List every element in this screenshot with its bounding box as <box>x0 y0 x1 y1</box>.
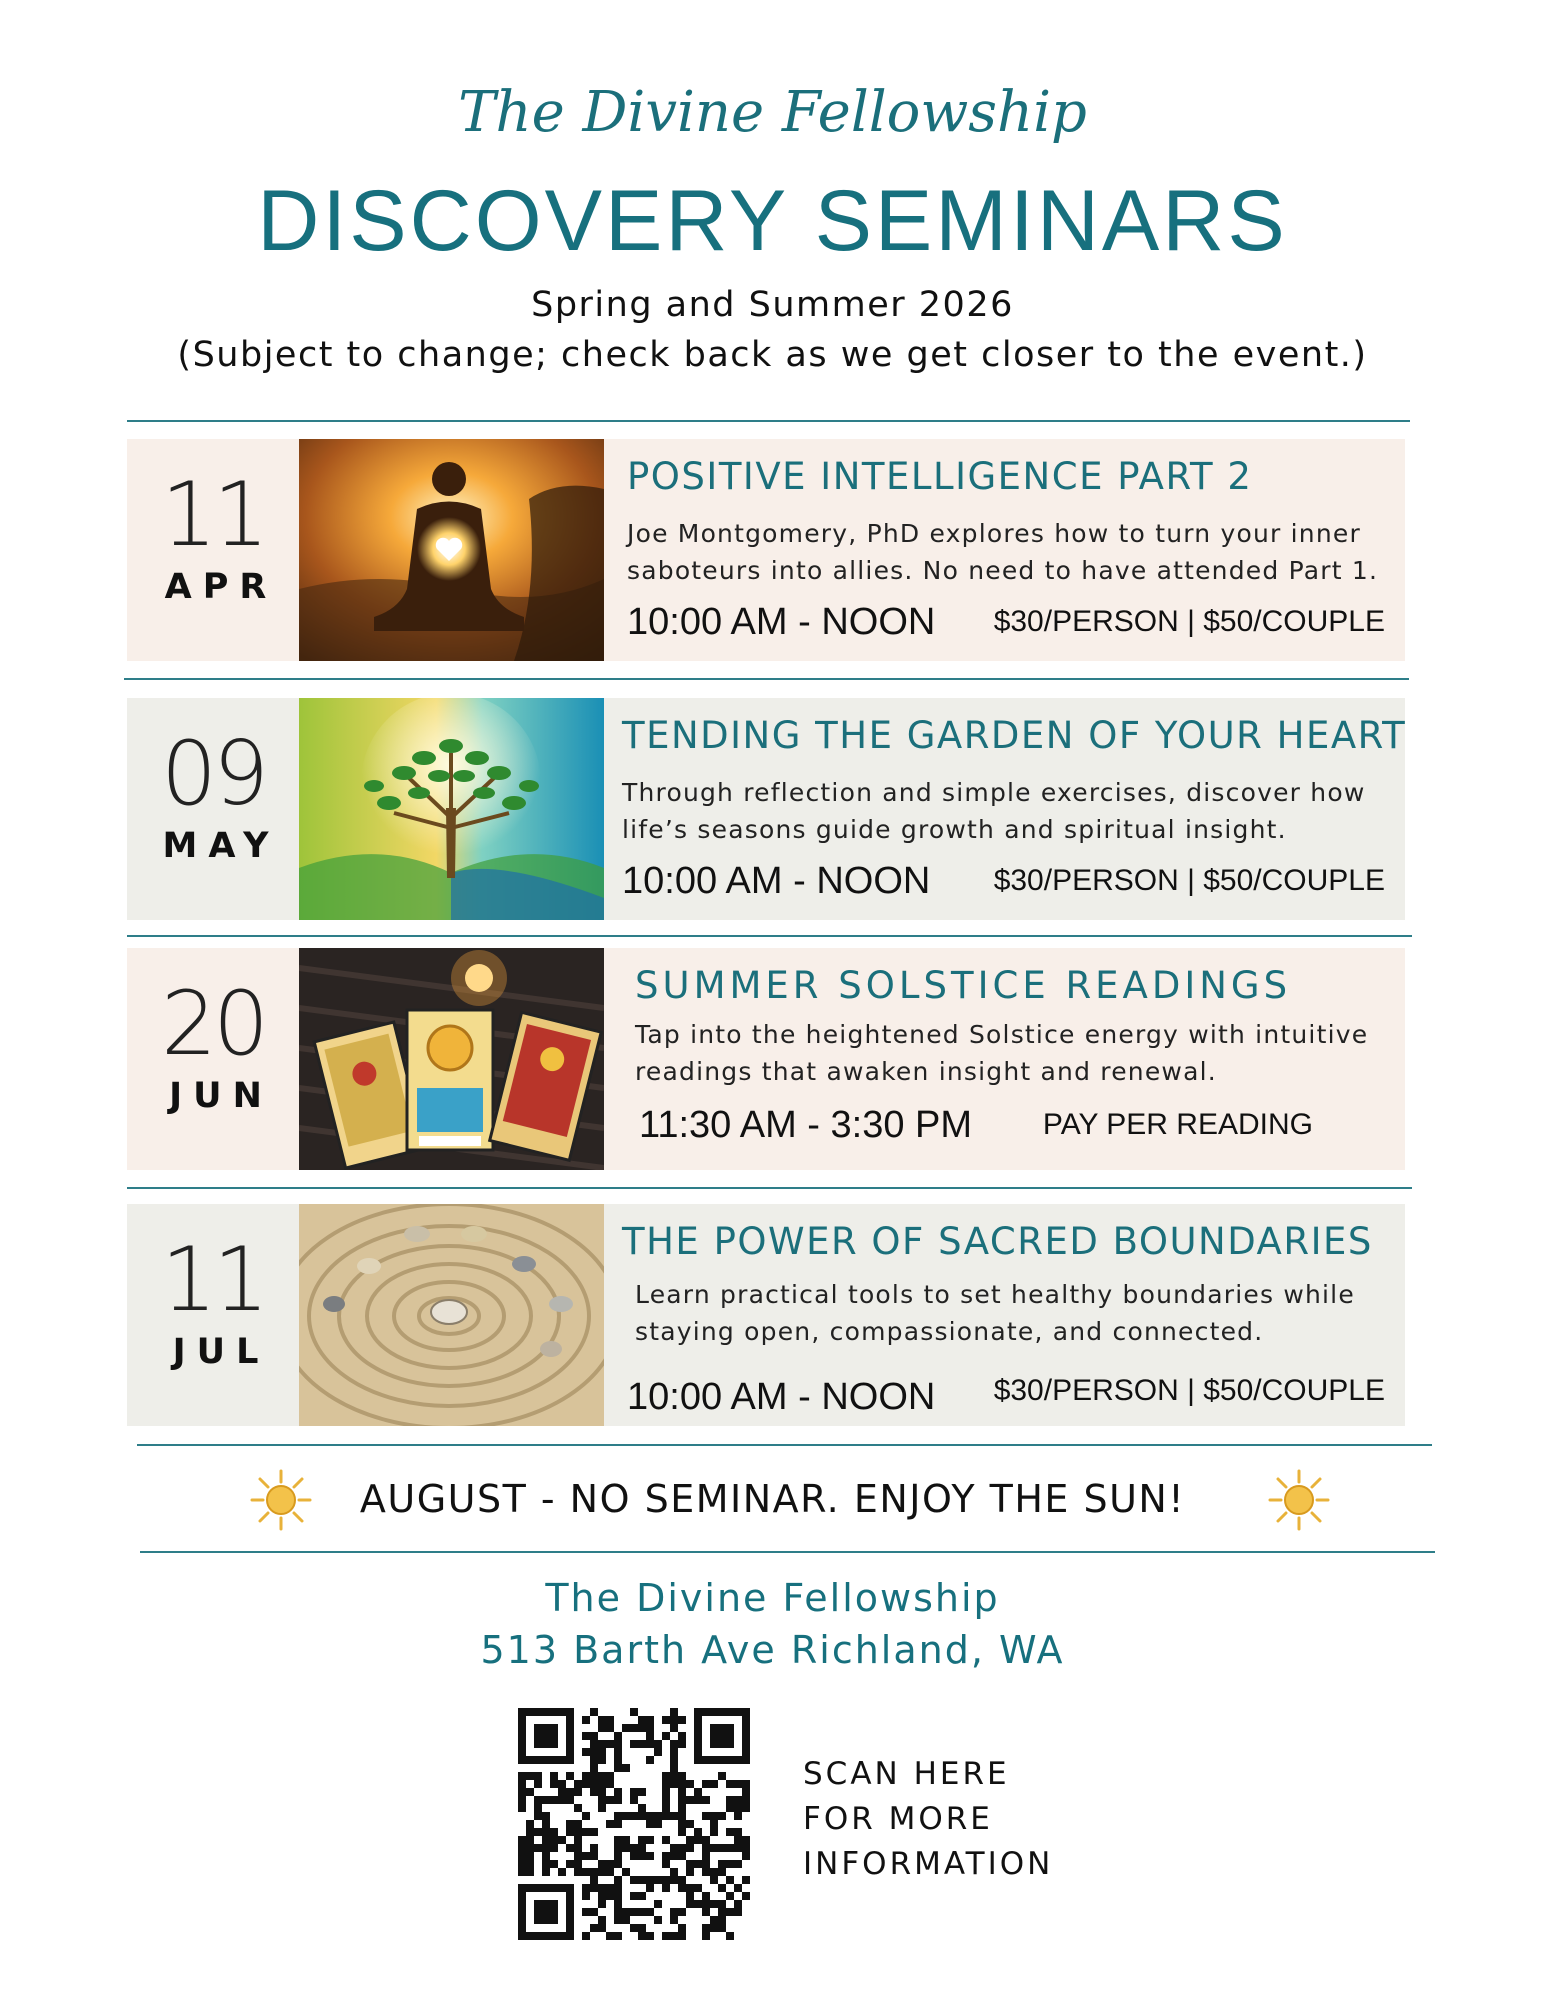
divider <box>127 935 1412 937</box>
meditation-silhouette-icon <box>299 439 604 661</box>
tree-of-life-icon <box>299 698 604 920</box>
divider <box>127 1187 1412 1189</box>
event-time: 10:00 AM - NOON <box>622 860 931 902</box>
divider <box>140 1551 1435 1553</box>
event-day: 20 <box>161 972 265 1075</box>
event-time: 10:00 AM - NOON <box>627 1376 936 1418</box>
event-card-apr <box>127 439 1405 661</box>
event-title: POSITIVE INTELLIGENCE PART 2 <box>627 455 1253 498</box>
tarot-cards-icon <box>299 948 604 1170</box>
event-day: 11 <box>161 1228 265 1331</box>
divider <box>137 1444 1432 1446</box>
event-month: MAY <box>162 826 280 866</box>
event-description: Joe Montgomery, PhD explores how to turn your inner saboteurs into allies. No need to have attended Part 1. <box>627 519 1379 585</box>
event-price: $30/PERSON | $50/COUPLE <box>993 1374 1385 1407</box>
august-notice: AUGUST - NO SEMINAR. ENJOY THE SUN! <box>359 1477 1186 1521</box>
page-title: DISCOVERY SEMINARS <box>257 173 1288 269</box>
event-day: 11 <box>161 463 265 566</box>
event-card-jun <box>127 948 1405 1170</box>
scan-line: SCAN HERE <box>803 1756 1010 1792</box>
change-note: (Subject to change; check back as we get closer to the event.) <box>177 335 1368 375</box>
event-month: JUN <box>169 1076 273 1116</box>
event-month: JUL <box>172 1332 270 1372</box>
event-price: $30/PERSON | $50/COUPLE <box>993 864 1385 897</box>
event-price: PAY PER READING <box>1042 1108 1313 1141</box>
event-title: TENDING THE GARDEN OF YOUR HEART <box>622 714 1407 757</box>
scan-instructions <box>803 1752 1053 1887</box>
footer-org: The Divine Fellowship <box>545 1576 1000 1620</box>
zen-sand-stones-icon <box>299 1204 604 1426</box>
event-description: Through reflection and simple exercises, discover how life’s seasons guide growth and spiritual insight. <box>622 778 1366 844</box>
event-description: Learn practical tools to set healthy boundaries while staying open, compassionate, and connected. <box>635 1280 1355 1346</box>
divider <box>124 678 1409 680</box>
event-month: APR <box>164 567 278 607</box>
footer-address: 513 Barth Ave Richland, WA <box>480 1628 1065 1672</box>
sun-icon <box>1268 1469 1330 1531</box>
event-title: SUMMER SOLSTICE READINGS <box>635 964 1292 1007</box>
divider <box>127 420 1410 422</box>
event-card-may <box>127 698 1405 920</box>
event-time: 11:30 AM - 3:30 PM <box>639 1104 973 1146</box>
scan-line: INFORMATION <box>803 1846 1054 1882</box>
season-subtitle: Spring and Summer 2026 <box>531 285 1014 325</box>
event-day: 09 <box>161 722 265 825</box>
event-card-jul <box>127 1204 1405 1426</box>
event-title: THE POWER OF SACRED BOUNDARIES <box>622 1220 1373 1263</box>
event-description: Tap into the heightened Solstice energy with intuitive readings that awaken insight and renewal. <box>635 1020 1369 1086</box>
qr-code-icon[interactable] <box>518 1708 750 1940</box>
event-price: $30/PERSON | $50/COUPLE <box>993 605 1385 638</box>
script-title: The Divine Fellowship <box>458 80 1087 145</box>
scan-line: FOR MORE <box>803 1801 993 1837</box>
event-time: 10:00 AM - NOON <box>627 601 936 643</box>
